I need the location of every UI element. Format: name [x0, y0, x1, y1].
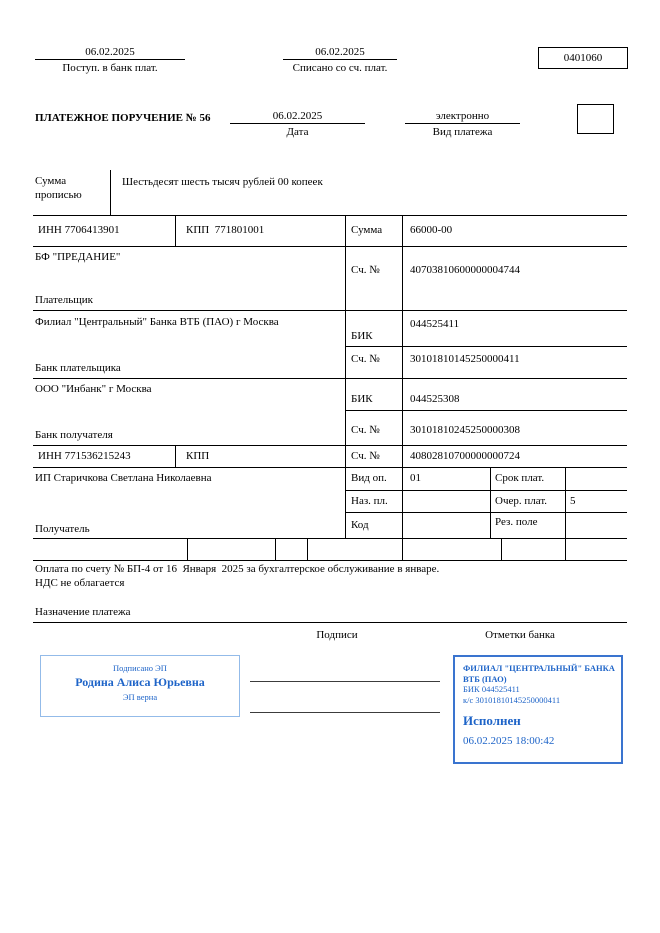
bank-stamp-line1: ФИЛИАЛ "ЦЕНТРАЛЬНЫЙ" БАНКА	[463, 663, 615, 673]
table-line	[33, 310, 627, 311]
purpose-underline	[33, 622, 627, 623]
purpose-line-1: Оплата по счету № БП-4 от 16 Января 2025 за бухгалтерское обслуживание в январе.	[35, 563, 440, 575]
payee-bank-name: ООО "Инбанк" г Москва	[35, 383, 152, 395]
payee-bank-bik-label: БИК	[351, 393, 373, 405]
table-line	[33, 378, 627, 379]
form-code-box: 0401060	[538, 47, 628, 69]
table-line	[345, 512, 627, 513]
amount-words-value: Шестьдесят шесть тысяч рублей 00 копеек	[122, 176, 323, 188]
amount-words-label: Сумма прописью	[35, 175, 82, 202]
received-date-field	[35, 46, 185, 74]
payee-kpp: КПП	[186, 450, 210, 462]
payer-bank-label: Банк плательщика	[35, 362, 121, 374]
payer-account: 40703810600000004744	[410, 264, 520, 276]
purpose-label: Назначение платежа	[35, 606, 131, 618]
payer-bank-bik-label: БИК	[351, 330, 373, 342]
document-date-value: 06.02.2025	[230, 110, 365, 124]
payment-kind-value: электронно	[405, 110, 520, 124]
document-date-label: Дата	[286, 126, 309, 138]
debited-date-value: 06.02.2025	[283, 46, 397, 60]
table-line	[187, 538, 188, 560]
payment-kind-field	[405, 110, 520, 138]
received-date-label: Поступ. в банк плат.	[62, 62, 158, 74]
received-date-value: 06.02.2025	[35, 46, 185, 60]
payer-account-label: Сч. №	[351, 264, 380, 276]
payee-name: ИП Старичкова Светлана Николаевна	[35, 472, 212, 484]
table-line	[307, 538, 308, 560]
table-line	[175, 215, 176, 246]
payee-bank-label: Банк получателя	[35, 429, 113, 441]
table-line	[33, 560, 627, 561]
payer-status-box	[577, 104, 614, 134]
payer-name: БФ "ПРЕДАНИЕ"	[35, 251, 121, 263]
table-line	[490, 467, 491, 538]
payer-inn: ИНН 7706413901	[38, 224, 120, 236]
table-line	[33, 246, 627, 247]
table-line	[33, 215, 627, 216]
payer-bank-name: Филиал "Центральный" Банка ВТБ (ПАО) г Москва	[35, 316, 279, 328]
table-line	[33, 445, 627, 446]
op-kind-label: Вид оп.	[351, 472, 387, 484]
payee-inn: ИНН 771536215243	[38, 450, 131, 462]
amount-divider-line	[110, 170, 111, 215]
due-date-label: Срок плат.	[495, 472, 545, 484]
signatures-label: Подписи	[316, 629, 358, 641]
table-line	[175, 445, 176, 467]
table-line	[33, 467, 627, 468]
document-date-field	[230, 110, 365, 138]
priority-value: 5	[570, 495, 576, 507]
payment-kind-label: Вид платежа	[432, 126, 493, 138]
bank-stamp-status: Исполнен	[463, 712, 521, 728]
payee-label: Получатель	[35, 523, 90, 535]
payee-bank-account-label: Сч. №	[351, 424, 380, 436]
table-line	[345, 346, 627, 347]
table-line	[565, 467, 566, 560]
purpose-code-label: Наз. пл.	[351, 495, 388, 507]
table-line	[345, 490, 627, 491]
signature-stamp	[40, 655, 240, 717]
bank-stamp-line4: к/с 30101810145250000411	[463, 694, 561, 705]
bank-marks-label: Отметки банка	[485, 629, 555, 641]
payer-kpp: КПП 771801001	[186, 224, 265, 236]
signature-stamp-line1: Подписано ЭП	[113, 663, 167, 673]
table-line	[501, 538, 502, 560]
table-line	[402, 215, 403, 560]
debited-date-field	[283, 46, 397, 74]
payer-bank-bik: 044525411	[410, 318, 460, 330]
priority-label: Очер. плат.	[495, 495, 548, 507]
purpose-line-2: НДС не облагается	[35, 577, 125, 589]
payer-bank-account-label: Сч. №	[351, 353, 380, 365]
op-kind-value: 01	[410, 472, 421, 484]
signature-line-2	[250, 712, 440, 713]
code-label: Код	[351, 519, 369, 531]
bank-stamp-line3: БИК 044525411	[463, 684, 520, 695]
payer-label: Плательщик	[35, 294, 93, 306]
payee-bank-bik: 044525308	[410, 393, 460, 405]
reserve-field-label: Рез. поле	[495, 516, 538, 528]
table-line	[345, 410, 627, 411]
bank-stamp-datetime: 06.02.2025 18:00:42	[463, 734, 555, 747]
signature-stamp-name: Родина Алиса Юрьевна	[75, 675, 205, 689]
table-line	[33, 538, 627, 539]
debited-date-label: Списано со сч. плат.	[292, 62, 388, 74]
payer-bank-account: 30101810145250000411	[410, 353, 520, 365]
payee-account-label: Сч. №	[351, 450, 380, 462]
bank-stamp-line2: ВТБ (ПАО)	[463, 673, 507, 684]
bank-stamp	[453, 655, 623, 764]
amount-sum-label: Сумма	[351, 224, 383, 236]
payee-account: 40802810700000000724	[410, 450, 520, 462]
table-line	[345, 215, 346, 538]
signature-stamp-line3: ЭП верна	[122, 692, 158, 702]
table-line	[275, 538, 276, 560]
document-title: ПЛАТЕЖНОЕ ПОРУЧЕНИЕ № 56	[35, 112, 211, 124]
signature-line-1	[250, 681, 440, 682]
amount-sum-value: 66000-00	[410, 224, 453, 236]
payee-bank-account: 30101810245250000308	[410, 424, 520, 436]
